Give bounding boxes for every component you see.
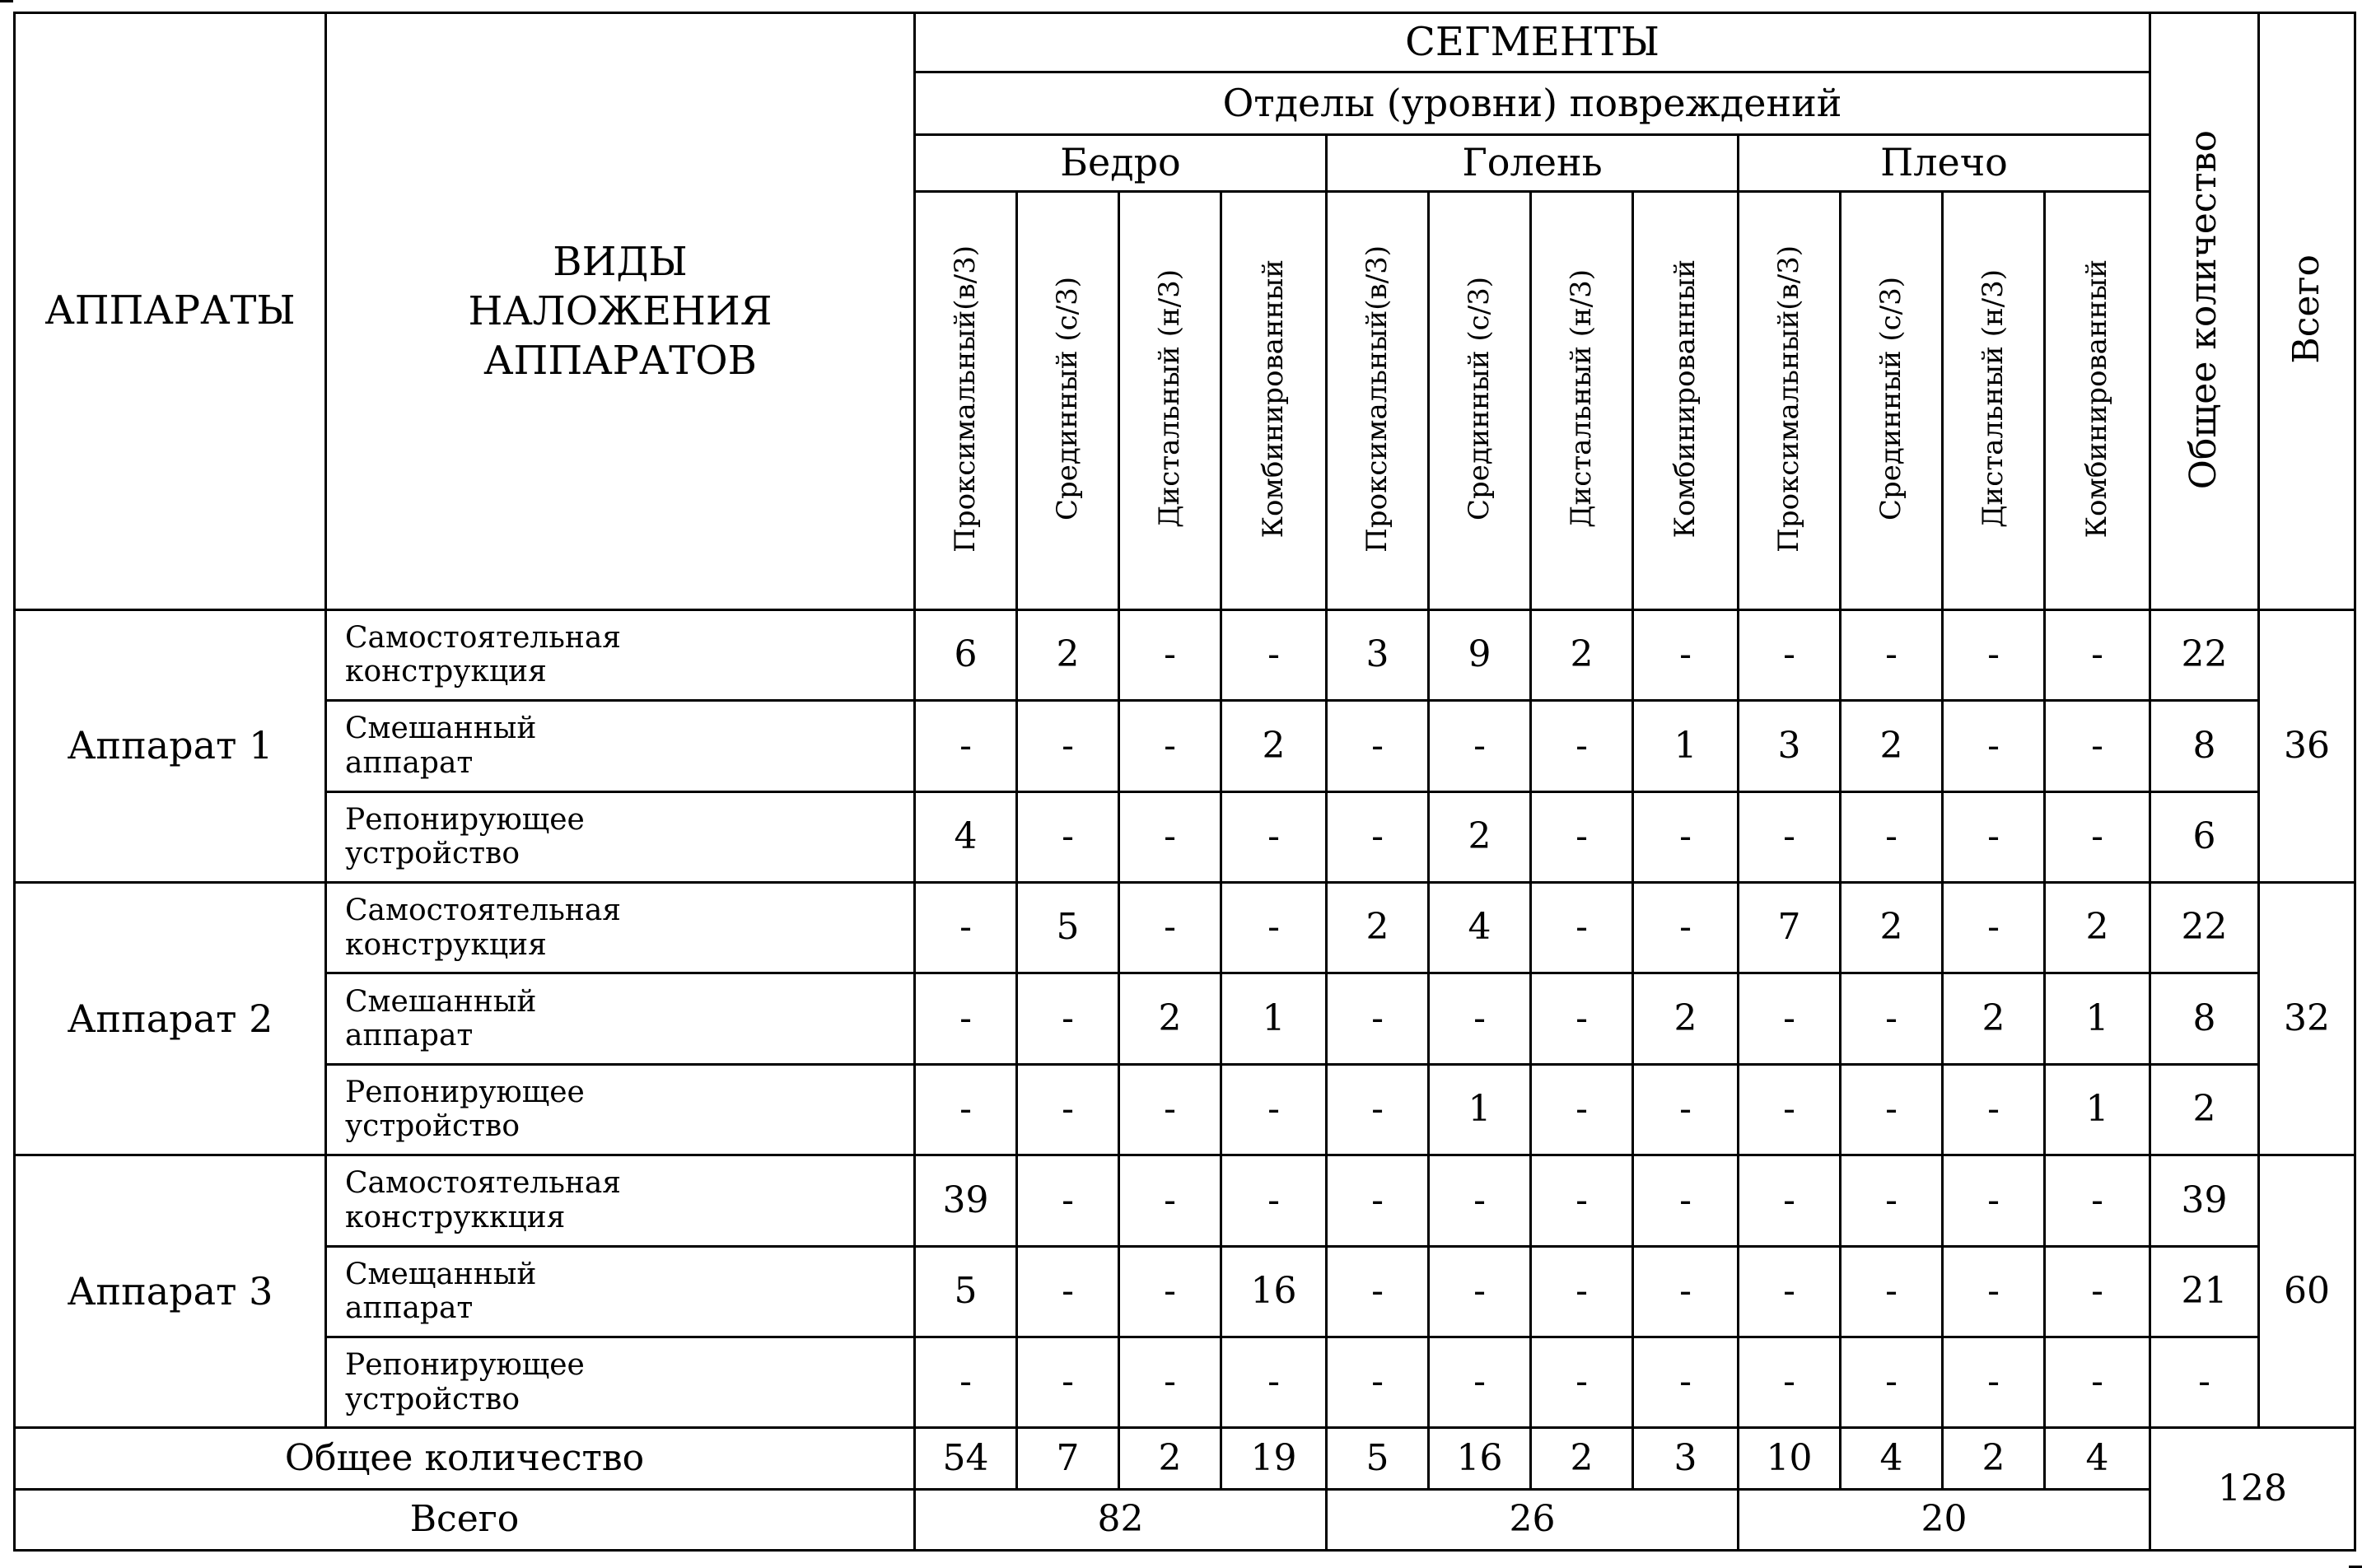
apparatus-name: Аппарат 1: [15, 609, 326, 882]
value-cell: -: [1841, 791, 1943, 882]
header-total-count: [2150, 13, 2259, 610]
value-cell: 2: [1017, 609, 1119, 700]
value-cell: -: [1327, 791, 1429, 882]
value-cell: -: [1017, 973, 1119, 1064]
value-cell: -: [1119, 609, 1221, 700]
table-row: [15, 1155, 2355, 1246]
value-cell: -: [1221, 791, 1327, 882]
value-cell: -: [1943, 609, 2045, 700]
header-sub-shin-proximal: [1327, 191, 1429, 609]
application-type: [326, 609, 915, 700]
row-total-cell: 22: [2150, 882, 2259, 973]
value-cell: -: [1739, 1337, 1841, 1427]
table-row: [15, 882, 2355, 973]
value-cell: -: [1017, 1064, 1119, 1155]
value-cell: -: [1841, 1064, 1943, 1155]
group-all-cell: 36: [2259, 609, 2355, 882]
value-cell: -: [1739, 791, 1841, 882]
value-cell: -: [1119, 1064, 1221, 1155]
value-cell: 2: [1221, 701, 1327, 791]
header-sub-text: Срединный (с/3): [1874, 277, 1907, 521]
value-cell: -: [1739, 1064, 1841, 1155]
table-row: [15, 973, 2355, 1064]
total-label: Общее количество: [15, 1428, 915, 1489]
application-type-text: Смешанный аппарат: [345, 712, 537, 780]
value-cell: -: [1943, 882, 2045, 973]
value-cell: -: [1017, 1155, 1119, 1246]
value-cell: 5: [915, 1246, 1017, 1337]
header-sub-text: Комбинированный: [1668, 259, 1701, 539]
value-cell: 1: [1633, 701, 1739, 791]
total-value-cell: 2: [1119, 1428, 1221, 1489]
total-value-cell: 19: [1221, 1428, 1327, 1489]
total-value-cell: 4: [1841, 1428, 1943, 1489]
value-cell: 2: [1119, 973, 1221, 1064]
total-value-cell: 54: [915, 1428, 1017, 1489]
value-cell: 1: [1429, 1064, 1531, 1155]
value-cell: -: [1531, 973, 1633, 1064]
value-cell: -: [2045, 1337, 2150, 1427]
value-cell: -: [1221, 1155, 1327, 1246]
application-type: [326, 882, 915, 973]
row-total-cell: 39: [2150, 1155, 2259, 1246]
table-row: [15, 609, 2355, 700]
application-type: [326, 701, 915, 791]
value-cell: -: [1739, 609, 1841, 700]
total-value-cell: 16: [1429, 1428, 1531, 1489]
all-row: [15, 1489, 2355, 1550]
corner-mark-top-left: [0, 0, 13, 2]
row-total-cell: 8: [2150, 701, 2259, 791]
application-type-text: Самостоятельная конструкция: [345, 894, 622, 962]
value-cell: -: [1221, 882, 1327, 973]
value-cell: 3: [1739, 701, 1841, 791]
header-group-shin: Голень: [1327, 134, 1739, 191]
total-value-cell: 4: [2045, 1428, 2150, 1489]
application-type-text: Смешанный аппарат: [345, 984, 537, 1053]
value-cell: -: [1633, 1064, 1739, 1155]
header-all: [2259, 13, 2355, 610]
table-row: [15, 1064, 2355, 1155]
value-cell: -: [915, 882, 1017, 973]
value-cell: -: [1841, 1155, 1943, 1246]
header-group-thigh: Бедро: [915, 134, 1327, 191]
value-cell: -: [1119, 1246, 1221, 1337]
header-sub-thigh-middle: [1017, 191, 1119, 609]
application-type: [326, 973, 915, 1064]
value-cell: -: [1429, 973, 1531, 1064]
header-types-text: ВИДЫ НАЛОЖЕНИЯ АППАРАТОВ: [468, 238, 773, 384]
value-cell: -: [1327, 1246, 1429, 1337]
value-cell: -: [1119, 882, 1221, 973]
value-cell: 9: [1429, 609, 1531, 700]
total-value-cell: 5: [1327, 1428, 1429, 1489]
value-cell: -: [1633, 1337, 1739, 1427]
value-cell: -: [1633, 609, 1739, 700]
value-cell: -: [1633, 1246, 1739, 1337]
value-cell: 39: [915, 1155, 1017, 1246]
table-row: [15, 701, 2355, 791]
value-cell: -: [1841, 1337, 1943, 1427]
header-total-count-text: Общее количество: [2182, 129, 2225, 489]
value-cell: 1: [1221, 973, 1327, 1064]
total-value-cell: 3: [1633, 1428, 1739, 1489]
total-row: [15, 1428, 2355, 1489]
value-cell: -: [1531, 701, 1633, 791]
value-cell: -: [1327, 1337, 1429, 1427]
all-label: Всего: [15, 1489, 915, 1550]
value-cell: 1: [2045, 1064, 2150, 1155]
value-cell: -: [1327, 1064, 1429, 1155]
segment-all-thigh: 82: [915, 1489, 1327, 1550]
value-cell: 2: [1943, 973, 2045, 1064]
header-sub-text: Дистальный (н/3): [1152, 269, 1186, 529]
value-cell: -: [1327, 1155, 1429, 1246]
value-cell: -: [1633, 882, 1739, 973]
value-cell: 3: [1327, 609, 1429, 700]
header-sub-shoulder-proximal: [1739, 191, 1841, 609]
application-type-text: Репонирующее устройство: [345, 1348, 585, 1416]
segment-all-shoulder: 20: [1739, 1489, 2150, 1550]
total-value-cell: 10: [1739, 1428, 1841, 1489]
value-cell: -: [2045, 1246, 2150, 1337]
table-row: [15, 791, 2355, 882]
value-cell: -: [2045, 701, 2150, 791]
value-cell: -: [1531, 1337, 1633, 1427]
header-sub-text: Проксимальный(в/3): [1360, 245, 1393, 553]
value-cell: -: [1119, 701, 1221, 791]
value-cell: -: [1943, 1155, 2045, 1246]
injury-table: [13, 12, 2356, 1552]
application-type-text: Смещанный аппарат: [345, 1257, 537, 1326]
value-cell: -: [1531, 1155, 1633, 1246]
value-cell: -: [915, 1337, 1017, 1427]
value-cell: 2: [1531, 609, 1633, 700]
table-row: [15, 1246, 2355, 1337]
value-cell: -: [1221, 1337, 1327, 1427]
value-cell: -: [1943, 1246, 2045, 1337]
group-all-cell: 60: [2259, 1155, 2355, 1428]
value-cell: -: [1739, 1155, 1841, 1246]
row-total-cell: -: [2150, 1337, 2259, 1427]
header-sub-shoulder-distal: [1943, 191, 2045, 609]
header-sub-shoulder-combined: [2045, 191, 2150, 609]
row-total-cell: 2: [2150, 1064, 2259, 1155]
value-cell: 2: [1327, 882, 1429, 973]
header-sub-thigh-combined: [1221, 191, 1327, 609]
header-levels: Отделы (уровни) повреждений: [915, 72, 2150, 134]
grand-total-cell: 128: [2150, 1428, 2355, 1551]
header-sub-text: Проксимальный(в/3): [1772, 245, 1805, 553]
header-group-shoulder: Плечо: [1739, 134, 2150, 191]
value-cell: -: [2045, 1155, 2150, 1246]
value-cell: -: [1531, 791, 1633, 882]
value-cell: 4: [915, 791, 1017, 882]
value-cell: -: [1429, 1246, 1531, 1337]
table-row: [15, 1337, 2355, 1427]
application-type: [326, 1064, 915, 1155]
value-cell: 2: [1841, 882, 1943, 973]
value-cell: -: [2045, 609, 2150, 700]
value-cell: -: [1531, 1064, 1633, 1155]
value-cell: 2: [1841, 701, 1943, 791]
application-type-text: Репонирующее устройство: [345, 802, 585, 871]
value-cell: -: [1327, 701, 1429, 791]
application-type: [326, 1246, 915, 1337]
value-cell: -: [1119, 1337, 1221, 1427]
row-total-cell: 22: [2150, 609, 2259, 700]
value-cell: -: [1841, 1246, 1943, 1337]
value-cell: -: [1633, 791, 1739, 882]
apparatus-name: Аппарат 2: [15, 882, 326, 1155]
header-sub-text: Комбинированный: [2080, 259, 2113, 539]
application-type: [326, 1155, 915, 1246]
total-value-cell: 2: [1531, 1428, 1633, 1489]
value-cell: -: [1841, 973, 1943, 1064]
header-sub-text: Проксимальный(в/3): [948, 245, 982, 553]
value-cell: -: [1429, 1155, 1531, 1246]
value-cell: -: [1531, 882, 1633, 973]
value-cell: -: [1739, 1246, 1841, 1337]
value-cell: -: [1017, 1246, 1119, 1337]
value-cell: -: [1221, 609, 1327, 700]
value-cell: -: [1327, 973, 1429, 1064]
value-cell: -: [915, 701, 1017, 791]
header-sub-text: Дистальный (н/3): [1564, 269, 1598, 529]
value-cell: 16: [1221, 1246, 1327, 1337]
row-total-cell: 21: [2150, 1246, 2259, 1337]
header-sub-thigh-distal: [1119, 191, 1221, 609]
header-sub-text: Дистальный (н/3): [1976, 269, 2010, 529]
header-sub-shin-combined: [1633, 191, 1739, 609]
value-cell: 6: [915, 609, 1017, 700]
value-cell: 7: [1739, 882, 1841, 973]
value-cell: -: [915, 1064, 1017, 1155]
total-value-cell: 7: [1017, 1428, 1119, 1489]
header-segments: СЕГМЕНТЫ: [915, 13, 2150, 72]
header-sub-thigh-proximal: [915, 191, 1017, 609]
value-cell: 4: [1429, 882, 1531, 973]
value-cell: 2: [2045, 882, 2150, 973]
value-cell: -: [1429, 1337, 1531, 1427]
row-total-cell: 8: [2150, 973, 2259, 1064]
apparatus-name: Аппарат 3: [15, 1155, 326, 1428]
value-cell: -: [1119, 791, 1221, 882]
value-cell: 5: [1017, 882, 1119, 973]
application-type-text: Репонирующее устройство: [345, 1076, 585, 1144]
application-type-text: Самостоятельная конструккция: [345, 1166, 622, 1234]
header-sub-text: Срединный (с/3): [1462, 277, 1496, 521]
header-sub-shin-middle: [1429, 191, 1531, 609]
header-apparatus: АППАРАТЫ: [15, 13, 326, 610]
application-type: [326, 1337, 915, 1427]
row-total-cell: 6: [2150, 791, 2259, 882]
header-all-text: Всего: [2285, 254, 2327, 364]
segment-all-shin: 26: [1327, 1489, 1739, 1550]
header-types: [326, 13, 915, 610]
application-type: [326, 791, 915, 882]
group-all-cell: 32: [2259, 882, 2355, 1155]
value-cell: -: [1943, 1337, 2045, 1427]
value-cell: -: [1017, 1337, 1119, 1427]
value-cell: -: [1531, 1246, 1633, 1337]
value-cell: -: [1841, 609, 1943, 700]
value-cell: -: [1943, 701, 2045, 791]
total-value-cell: 2: [1943, 1428, 2045, 1489]
value-cell: -: [1633, 1155, 1739, 1246]
value-cell: -: [1221, 1064, 1327, 1155]
value-cell: 2: [1429, 791, 1531, 882]
application-type-text: Самостоятельная конструкция: [345, 621, 622, 689]
value-cell: -: [1739, 973, 1841, 1064]
value-cell: -: [915, 973, 1017, 1064]
value-cell: -: [1017, 701, 1119, 791]
value-cell: -: [1119, 1155, 1221, 1246]
header-sub-shin-distal: [1531, 191, 1633, 609]
header-sub-text: Комбинированный: [1256, 259, 1290, 539]
value-cell: 1: [2045, 973, 2150, 1064]
header-sub-text: Срединный (с/3): [1050, 277, 1084, 521]
value-cell: -: [2045, 791, 2150, 882]
value-cell: -: [1017, 791, 1119, 882]
header-sub-shoulder-middle: [1841, 191, 1943, 609]
value-cell: -: [1943, 791, 2045, 882]
value-cell: 2: [1633, 973, 1739, 1064]
value-cell: -: [1429, 701, 1531, 791]
value-cell: -: [1943, 1064, 2045, 1155]
